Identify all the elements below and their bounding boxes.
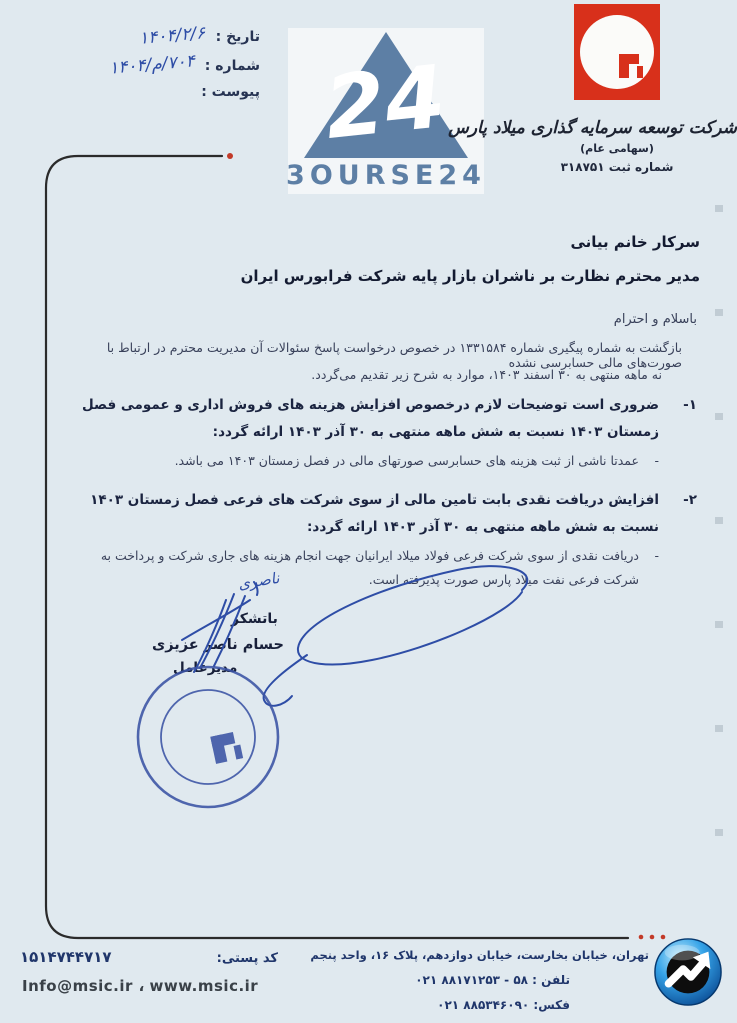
list-subitem [62,449,697,474]
postal-value: ۱۵۱۴۷۴۴۷۱۷ [20,948,112,966]
subitem-text: دریافت نقدی از سوی شرکت فرعی فولاد میلاد ایرانیان جهت انجام هزینه های جاری شرکت و پرداخت به شرکت فرعی نفت میلاد پارس صورت پذیرفته است. [100,547,639,587]
recipient-name: سرکار خانم بیانی [570,233,700,251]
bourse24-wordmark: 3OURSE24 [286,160,486,191]
attachment-row [28,84,260,100]
closing-thanks: باتشکر [231,611,278,627]
signer-name: حسام ناصر عزیزی [152,637,284,653]
intro-line2: نه ماهه منتهی به ۳۰ اسفند ۱۴۰۳، موارد به شرح زیر تقدیم می‌گردد. [311,367,662,382]
border-end-dot [227,153,233,159]
item-text: ضروری است توضیحات لازم درخصوص افزایش هزینه های فروش اداری و عمومی فصل زمستان ۱۴۰۳ نسبت به شش ماهه منتهی به ۳۰ آذر ۱۴۰۳ ارائه گردد: [82,397,659,440]
list-subitem [62,544,697,593]
bourse24-triangle-icon [298,28,474,162]
date-handwritten-value: ۱۴۰۴/۲/۶ [138,23,207,49]
reference-block [28,23,260,109]
bourse24-logo [288,28,484,194]
address-line: تهران، خیابان بخارست، خیابان دوازدهم، پلاک ۱۶، واحد پنجم [310,948,649,962]
company-letterhead [448,4,737,174]
number-handwritten-value: ۷۰۴/م/۱۴۰۴ [108,51,196,79]
item-number: ۱- [683,397,697,413]
phone-line: تلفن : ۵۸ ‏- ۸۸۱۷۱۲۵۳ ‏۰۲۱ [415,973,570,987]
recipient-title: مدیر محترم نظارت بر ناشران بازار پایه شرکت فرابورس ایران [240,267,700,285]
intro-line1: بازگشت به شماره پیگیری شماره ۱۳۳۱۵۸۴ در خصوص درخواست پاسخ سئوالات آن مدیریت محترم در ارتباط با صورت‌های مالی حسابرسی نشده [106,340,682,370]
company-logo [574,4,660,100]
company-name: شرکت توسعه سرمایه گذاری میلاد پارس [448,118,737,138]
bourse24-numeral: 24 [320,47,450,160]
greeting: باسلام و احترام [613,312,697,327]
company-type: (سهامی عام) [580,142,654,155]
date-row [28,23,260,49]
subitem-dash: - [654,547,659,563]
company-stamp [119,648,297,826]
stock-arrow-icon [653,937,723,1007]
subitem-text: عمدتا ناشی از ثبت هزینه های حسابرسی صورتهای مالی در فصل زمستان ۱۴۰۳ می باشد. [174,453,639,468]
stamp-text: شرکت توسعه سرمایه گذاری میلاد پارس (سهامی عام) [200,728,215,742]
list-item [62,487,697,541]
item-number: ۲- [683,491,697,508]
item-list [62,392,697,606]
fax-line: فکس: ۸۸۵۳۴۶۰۹۰ ‏۰۲۱ [437,998,570,1012]
subitem-dash: - [654,453,659,468]
company-registration: شماره ثبت ۳۱۸۷۵۱ [560,160,674,174]
attachment-label: پیوست : [201,84,260,100]
scan-artifacts [715,205,723,925]
number-label: شماره : [204,58,260,74]
handwritten-note: ناصری [236,568,281,594]
email-website: Info@msic.ir ، www.msic.ir [22,977,259,995]
signer-title: مدیرعامل [173,660,238,676]
postal-label: کد پستی: [216,951,278,966]
date-label: تاریخ : [215,29,260,45]
number-row [28,51,260,79]
list-item [62,392,697,446]
company-emblem-icon [580,15,654,89]
item-text: افزایش دریافت نقدی بابت تامین مالی از سوی شرکت های فرعی فصل زمستان ۱۴۰۳ نسبت به شش ماهه منتهی به ۳۰ آذر ۱۴۰۳ ارائه گردد: [90,491,659,535]
postal-code-row [20,948,278,966]
